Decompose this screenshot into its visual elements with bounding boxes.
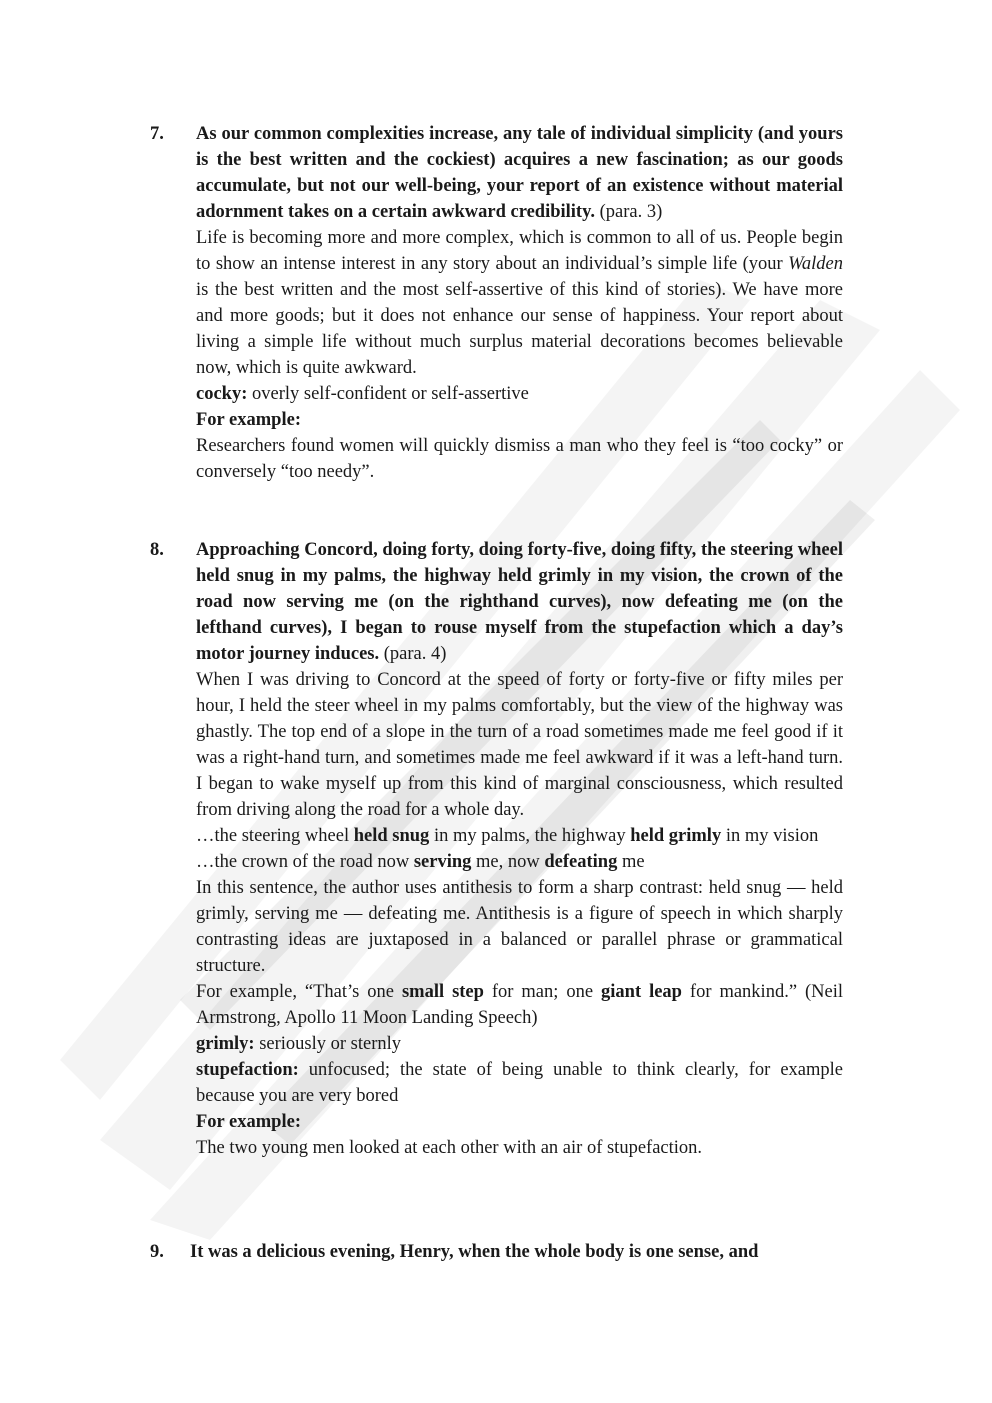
excerpt-highlight: serving xyxy=(413,852,472,872)
explanation-text: is the best written and the most self-assertive of this kind of stories). We have more and more goods; but it does not enhance our sense of happiness. Your report about living a simple life without much surplus material decorations becomes believable now, which is quite awkward. xyxy=(196,280,843,378)
quote: It was a delicious evening, Henry, when the whole body is one sense, and xyxy=(190,1242,759,1262)
item-number: 9. xyxy=(150,1242,164,1262)
vocab-entry xyxy=(196,381,843,407)
item-body xyxy=(196,537,843,1161)
vocab-definition: seriously or sternly xyxy=(254,1034,401,1054)
example-highlight: giant leap xyxy=(601,982,682,1002)
vocab-entry xyxy=(196,1057,843,1109)
example-label: For example: xyxy=(196,1112,301,1132)
example-sentence: Researchers found women will quickly dismiss a man who they feel is “too cocky” or conversely “too needy”. xyxy=(196,436,843,482)
excerpt-text: in my vision xyxy=(721,826,819,846)
vocab-term: cocky: xyxy=(196,384,248,404)
vocab-term: stupefaction: xyxy=(196,1060,299,1080)
para-reference: (para. 4) xyxy=(379,644,447,664)
example-text: for mankind.” (Neil Armstrong, Apollo 11 Moon Landing Speech) xyxy=(196,982,843,1028)
example-text: for man; one xyxy=(483,982,602,1002)
example-highlight: small step xyxy=(401,982,484,1002)
quote-paragraph xyxy=(196,121,843,225)
excerpt-text: me, now xyxy=(471,852,545,872)
excerpt-text: …the crown of the road now xyxy=(196,852,414,872)
excerpt-highlight: defeating xyxy=(544,852,618,872)
quote-paragraph xyxy=(196,537,843,667)
explanation-paragraph: When I was driving to Concord at the speed of forty or forty-five or fifty miles per hour, I held the steer wheel in my palms comfortably, but the view of the highway was ghastly. The top end of a slope in the turn of a road sometimes made me feel good if it was a right-hand turn, and sometimes made me feel awkward if it was a left-hand turn. I began to wake myself up from this kind of marginal consciousness, which resulted from driving along the road for a whole day. xyxy=(196,670,843,820)
antithesis-note: In this sentence, the author uses antithesis to form a sharp contrast: held snug — held grimly, serving me — defeating me. Antithesis is a figure of speech in which sharply contrasting ideas are juxtaposed in a balanced or parallel phrase or grammatical structure. xyxy=(196,878,843,976)
vocab-entry xyxy=(196,1031,843,1057)
example-label: For example: xyxy=(196,410,301,430)
item-number: 7. xyxy=(150,124,164,144)
excerpt-text: …the steering wheel xyxy=(196,826,354,846)
vocab-definition: unfocused; the state of being unable to think clearly, for example because you are very bored xyxy=(196,1060,843,1106)
excerpt-line xyxy=(196,849,843,875)
example-sentence: The two young men looked at each other with an air of stupefaction. xyxy=(196,1138,703,1158)
excerpt-line xyxy=(196,823,843,849)
item-body xyxy=(190,1239,843,1265)
vocab-definition: overly self-confident or self-assertive xyxy=(247,384,529,404)
item-number: 8. xyxy=(150,540,164,560)
vocab-term: grimly: xyxy=(196,1034,255,1054)
quote: Approaching Concord, doing forty, doing forty-five, doing fifty, the steering wheel held snug in my palms, the highway held grimly in my vision, the crown of the road now serving me (on the righthand curves), now defeating me (on the lefthand curves), I began to rouse myself from the stupefaction which a day’s motor journey induces. xyxy=(196,540,843,664)
armstrong-example xyxy=(196,979,843,1031)
explanation-paragraph xyxy=(196,225,843,381)
excerpt-highlight: held snug xyxy=(353,826,430,846)
excerpt-text: me xyxy=(617,852,645,872)
explanation-text: Life is becoming more and more complex, which is common to all of us. People begin to show an intense interest in any story about an individual’s simple life (your xyxy=(196,228,843,274)
excerpt-highlight: held grimly xyxy=(630,826,722,846)
excerpt-text: in my palms, the highway xyxy=(429,826,631,846)
item-body xyxy=(196,121,843,485)
book-title: Walden xyxy=(788,254,843,274)
example-text: For example, “That’s one xyxy=(196,982,402,1002)
para-reference: (para. 3) xyxy=(594,202,663,222)
quote: As our common complexities increase, any tale of individual simplicity (and yours is the best written and the cockiest) acquires a new fascination; as our goods accumulate, but not our well-being, your report of an existence without material adornment takes on a certain awkward credibility. xyxy=(196,124,843,222)
